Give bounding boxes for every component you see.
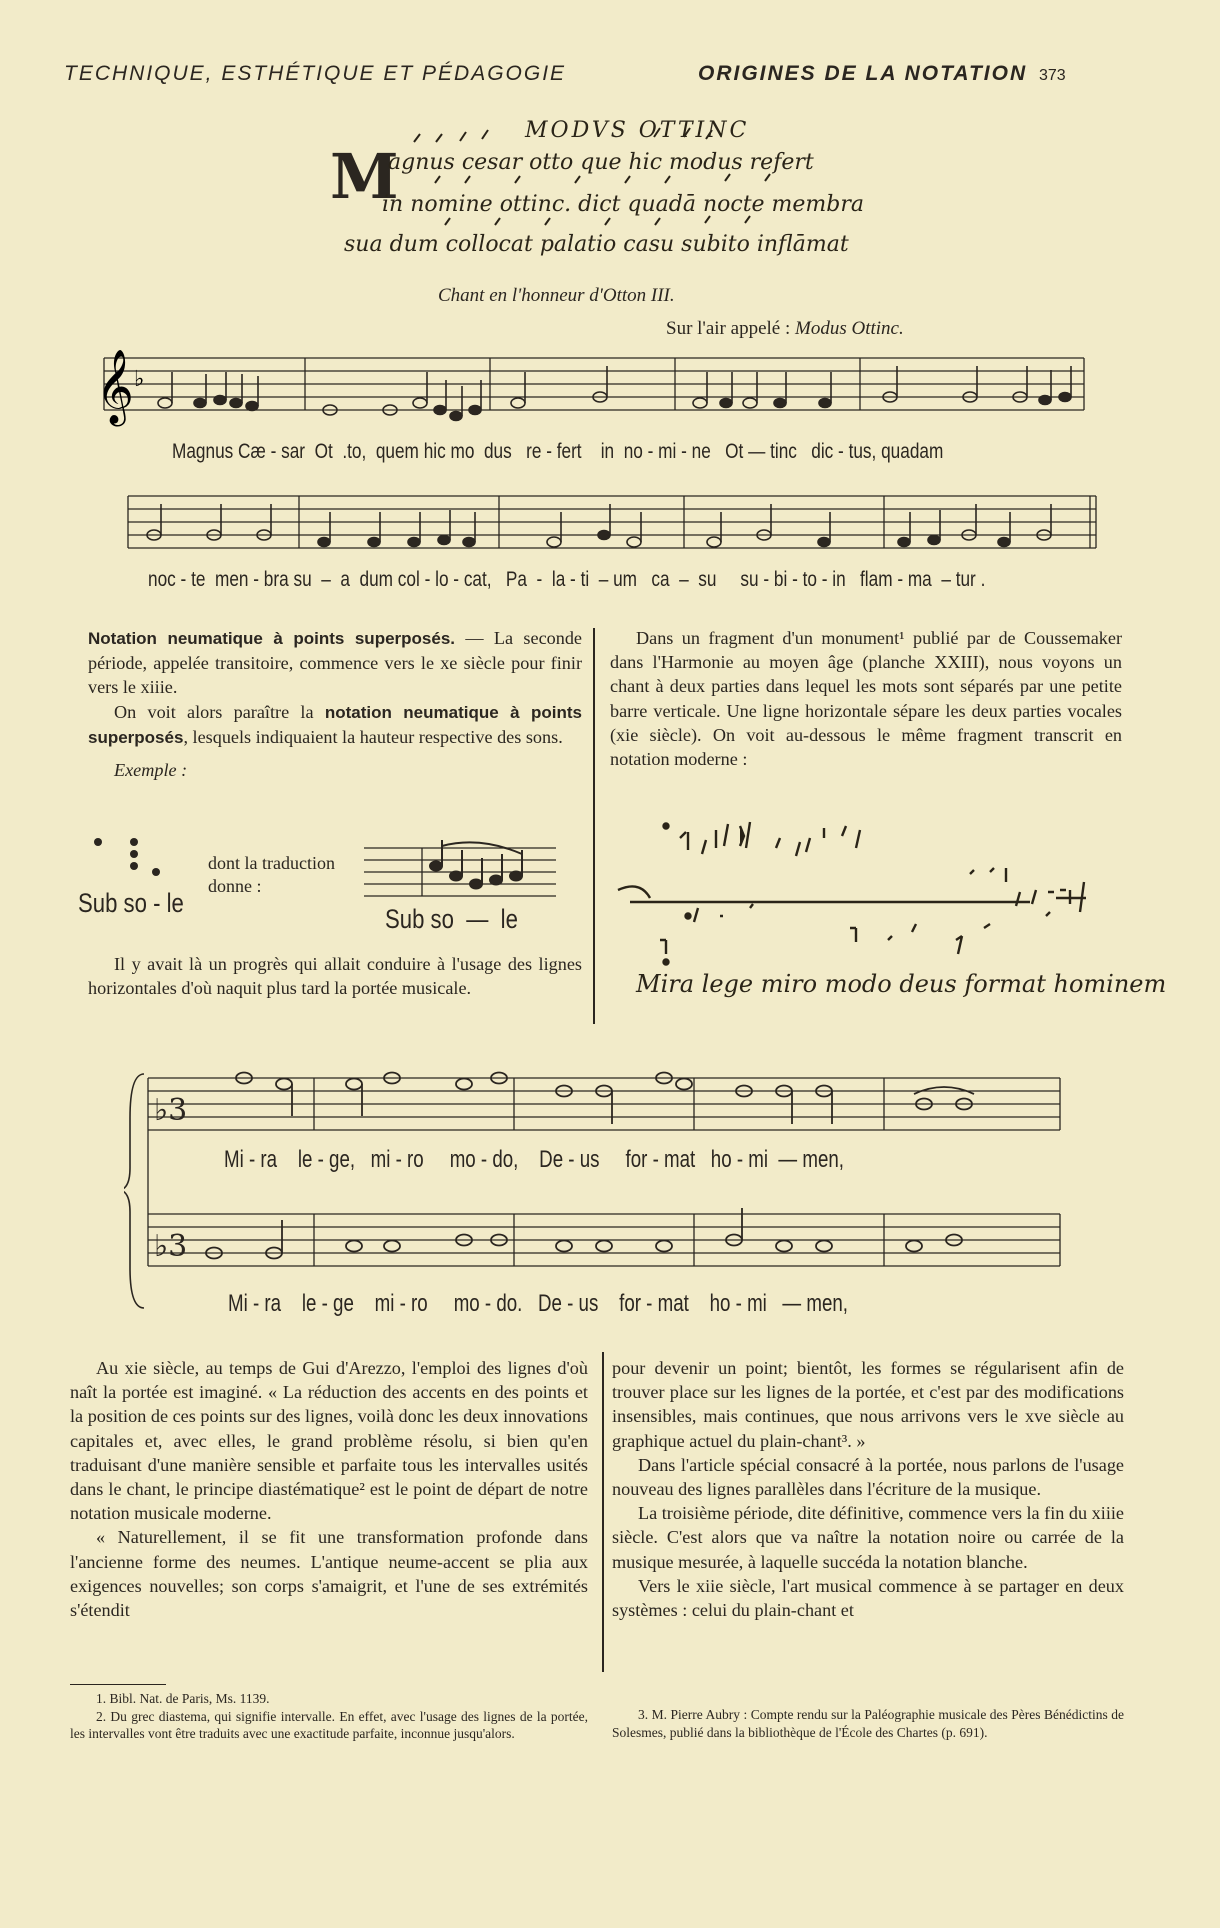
running-header-title: ORIGINES DE LA NOTATION bbox=[698, 62, 1028, 85]
lyrics-line-4: Mi - ra le - ge mi - ro mo - do. De - us for - mat ho - mi — men, bbox=[228, 1290, 848, 1317]
paragraph-text: Il y avait là un progrès qui allait conduire à l'usage des lignes horizontales d'où naquit plus tard la portée musicale. bbox=[88, 954, 582, 999]
chant-caption: Chant en l'honneur d'Otton III. bbox=[438, 285, 675, 306]
example-staff bbox=[360, 840, 560, 900]
bottom-left-text bbox=[70, 1356, 588, 1622]
footnotes-right bbox=[612, 1706, 1124, 1741]
right-column-text bbox=[610, 626, 1122, 771]
section-heading: Notation neumatique à points superposés. bbox=[88, 629, 456, 648]
example-label: Exemple : bbox=[114, 760, 188, 781]
paragraph-transformation: « Naturellement, il se fit une transformation profonde dans l'ancienne forme des neumes. L'antique neume-accent se plia aux exigences nouvelles; son corps s'amaigrit, et l'une de ses extrémités s'étendit bbox=[70, 1527, 588, 1621]
paragraph-notation-points bbox=[88, 626, 582, 700]
manuscript-initial: M bbox=[330, 140, 399, 213]
manuscript-line-two-part: Mira lege miro modo deus format hominem bbox=[636, 970, 1167, 998]
music-system-2 bbox=[124, 1058, 1064, 1318]
footnote-3: 3. M. Pierre Aubry : Compte rendu sur la Paléographie musicale des Pères Bénédictins de Solesmes, publié dans la bibliothèque de l'École des Chartes (p. 691). bbox=[612, 1707, 1124, 1740]
neume-accents bbox=[330, 118, 890, 258]
paragraph-gui-arezzo: Au xie siècle, au temps de Gui d'Arezzo, l'emploi des lignes d'où naît la portée est imaginé. « La réduction des accents en des points et la position de ces points sur des lignes, voilà donc les deux innovations capitales et, avec elles, le grand problème résolu, si bien qu'en traduisant d'une manière sensible et parfaite tous les intervalles usités dans le chant, le principe diastématique² est le point de départ de notre notation musicale moderne. bbox=[70, 1358, 588, 1524]
air-caption bbox=[666, 318, 904, 340]
example-lyric-2: Sub so — le bbox=[385, 904, 518, 934]
example-neume-dots bbox=[90, 830, 200, 880]
text-fragment: On voit alors paraître la bbox=[114, 701, 325, 722]
manuscript-line-2: in nomine ottinc. dict quadā nocte membra bbox=[382, 192, 865, 217]
running-header-right bbox=[698, 62, 1066, 86]
lyrics-line-3: Mi - ra le - ge, mi - ro mo - do, De - us for - mat ho - mi — men, bbox=[224, 1146, 844, 1173]
svg-text:𝄞: 𝄞 bbox=[96, 350, 134, 424]
paragraph-troisieme-periode: La troisième période, dite définitive, commence vers la fin du xiiie siècle. C'est alors que va naître la notation noire ou carrée de la musique mesurée, à laquelle succéda la notation blanche. bbox=[612, 1503, 1124, 1572]
running-header-left: TECHNIQUE, ESTHÉTIQUE ET PÉDAGOGIE bbox=[64, 62, 567, 85]
svg-text:♭3: ♭3 bbox=[154, 1229, 188, 1264]
column-divider-2 bbox=[602, 1352, 604, 1672]
paragraph-text: — La seconde période, appelée transitoire, commence vers le xe siècle pour finir vers le xiiie. bbox=[88, 628, 582, 698]
text-fragment: , lesquels indiquaient la hauteur respective des sons. bbox=[183, 726, 563, 747]
manuscript-line-1: agnus cesar otto que hic modus refert bbox=[388, 150, 814, 175]
two-part-neumes bbox=[610, 812, 1110, 972]
paragraph-deux-systemes: Vers le xiie siècle, l'art musical commence à se partager en deux systèmes : celui du plain-chant et bbox=[612, 1575, 1124, 1621]
lyrics-line-1: Magnus Cæ - sar Ot .to, quem hic mo dus re - fert in no - mi - ne Ot — tinc dic - tus, quadam bbox=[172, 440, 944, 463]
paragraph-coussemaker: Dans un fragment d'un monument¹ publié par de Coussemaker dans l'Harmonie au moyen âge (planche XXIII), nous voyons un chant à deux parties dans lequel les mots sont séparés par une petite barre verticale. Une ligne horizontale sépare les deux parties vocales (xie siècle). On voit au-dessous le même fragment transcrit en notation moderne : bbox=[610, 628, 1122, 770]
svg-text:♭3: ♭3 bbox=[154, 1093, 188, 1128]
paragraph-portee: Dans l'article spécial consacré à la portée, nous parlons de l'usage nouveau des lignes parallèles dans l'écriture de la musique. bbox=[612, 1454, 1124, 1500]
paragraph-neumes bbox=[88, 700, 582, 750]
lyrics-line-2: noc - te men - bra su – a dum col - lo - cat, Pa - la - ti – um ca – su su - bi - to - in flam - ma – tur . bbox=[148, 568, 986, 591]
svg-text:♭: ♭ bbox=[134, 367, 145, 392]
example-translation-label: dont la traduction donne : bbox=[208, 853, 335, 896]
left-column-text bbox=[88, 626, 582, 782]
paragraph-progress bbox=[88, 952, 582, 1000]
footnotes-left bbox=[70, 1690, 588, 1743]
manuscript-heading: MODVS OTTINC bbox=[525, 118, 750, 143]
music-staff-2 bbox=[124, 490, 1104, 560]
air-name: Modus Ottinc. bbox=[795, 318, 904, 339]
paragraph-regularisent: pour devenir un point; bientôt, les formes se régularisent afin de trouver place sur les lignes de la portée, et c'est par des modifications insensibles, mais continues, que nous arrivons vers le xve siècle au graphique actuel du plain-chant³. » bbox=[612, 1358, 1124, 1451]
example-lyric-1: Sub so - le bbox=[78, 888, 184, 918]
column-divider-1 bbox=[593, 628, 595, 1024]
footnote-2: 2. Du grec diastema, qui signifie intervalle. En effet, avec l'usage des lignes de la portée, les intervalles vont être traduits avec une exactitude parfaite, inconnue jusqu'alors. bbox=[70, 1708, 588, 1741]
page-number: 373 bbox=[1038, 67, 1066, 84]
bold-term: notation neumatique à points superposés bbox=[88, 702, 582, 747]
air-prefix: Sur l'air appelé : bbox=[666, 318, 795, 339]
music-staff-1 bbox=[90, 350, 1100, 430]
bottom-right-text bbox=[612, 1356, 1124, 1622]
manuscript-neumes-1 bbox=[330, 118, 890, 258]
footnote-1: 1. Bibl. Nat. de Paris, Ms. 1139. bbox=[96, 1691, 270, 1706]
manuscript-line-3: sua dum collocat palatio casu subito inflāmat bbox=[344, 232, 849, 257]
footnote-rule-left bbox=[70, 1684, 166, 1685]
